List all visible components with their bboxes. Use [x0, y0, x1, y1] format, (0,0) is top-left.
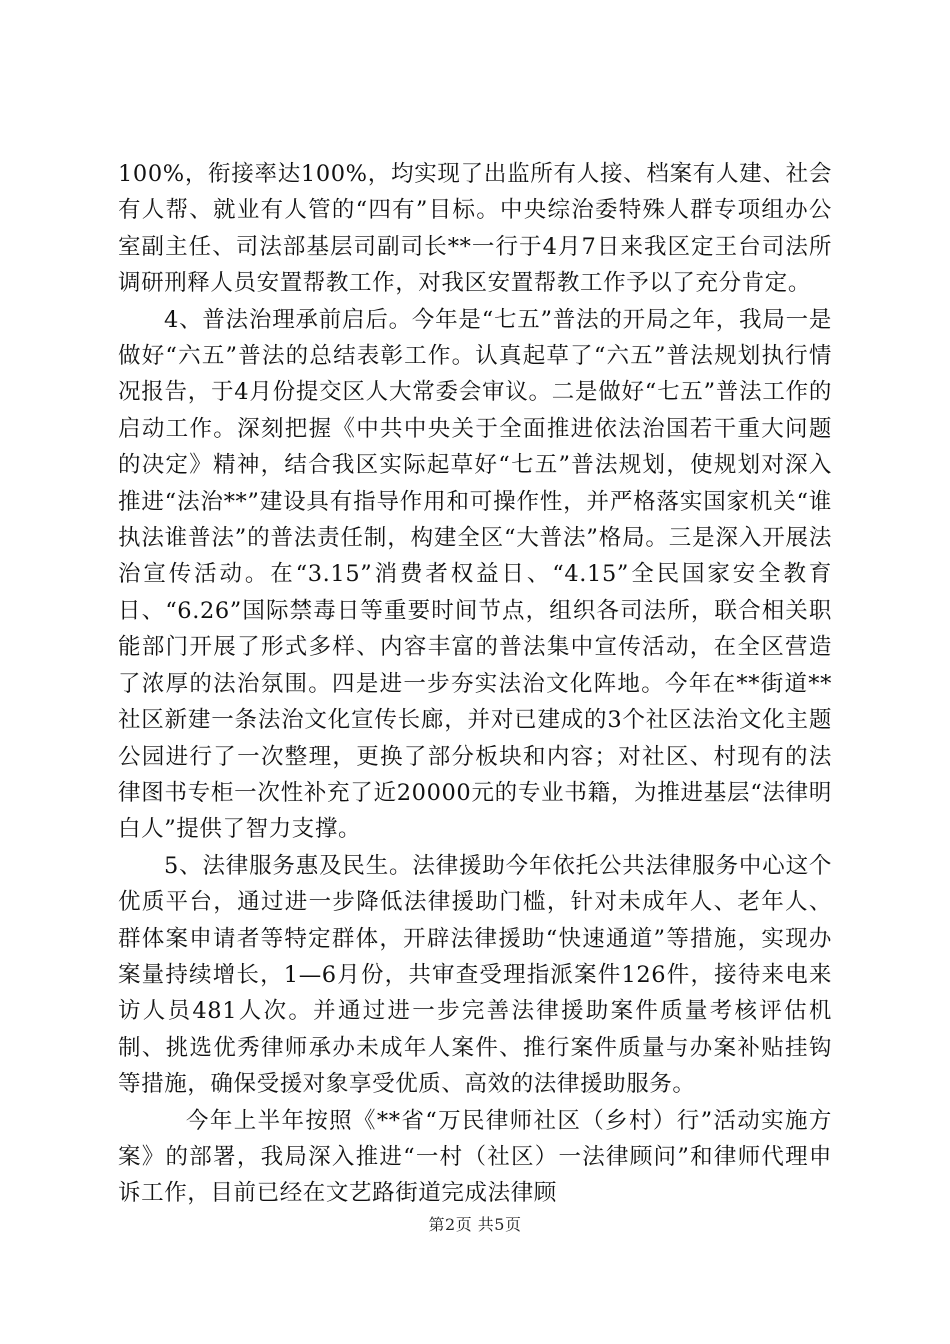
paragraph-legal-services: 5、法律服务惠及民生。法律援助今年依托公共法律服务中心这个优质平台，通过进一步降低法律援助门槛，针对未成年人、老年人、群体案申请者等特定群体，开辟法律援助“快速通道”等措施，实现办案量持续增长，1—6月份，共审查受理指派案件126件，接待来电来访人员481人次。并通过进一步完善法律援助案件质量考核评估机制、挑选优秀律师承办未成年人案件、推行案件质量与办案补贴挂钩等措施，确保受援对象享受优质、高效的法律援助服务。	[118, 852, 832, 1098]
paragraph-legal-publicity: 4、普法治理承前启后。今年是“七五”普法的开局之年，我局一是做好“六五”普法的总结表彰工作。认真起草了“六五”普法规划执行情况报告，于4月份提交区人大常委会审议。二是做好“七五”普法工作的启动工作。深刻把握《中共中央关于全面推进依法治国若干重大问题的决定》精神，结合我区实际起草好“七五”普法规划，使规划对深入推进“法治**”建设具有指导作用和可操作性，并严格落实国家机关“谁执法谁普法”的普法责任制，构建全区“大普法”格局。三是深入开展法治宣传活动。在“3.15”消费者权益日、“4.15”全民国家安全教育日、“6.26”国际禁毒日等重要时间节点，组织各司法所，联合相关职能部门开展了形式多样、内容丰富的普法集中宣传活动，在全区营造了浓厚的法治氛围。四是进一步夯实法治文化阵地。今年在**街道**社区新建一条法治文化宣传长廊，并对已建成的3个社区法治文化主题公园进行了一次整理，更换了部分板块和内容；对社区、村现有的法律图书专柜一次性补充了近20000元的专业书籍，为推进基层“法律明白人”提供了智力支撑。	[118, 306, 832, 843]
page-footer: 第2页 共5页	[428, 1215, 522, 1234]
paragraph-continuation: 100%，衔接率达100%，均实现了出监所有人接、档案有人建、社会有人帮、就业有人管的“四有”目标。中央综治委特殊人群专项组办公室副主任、司法部基层司副司长**一行于4月7日来我区定王台司法所调研刑释人员安置帮教工作，对我区安置帮教工作予以了充分肯定。	[118, 161, 832, 297]
document-body	[118, 156, 832, 1212]
paragraph-lawyer-program: 今年上半年按照《**省“万民律师社区（乡村）行”活动实施方案》的部署，我局深入推进“一村（社区）一法律顾问”和律师代理申诉工作，目前已经在文艺路街道完成法律顾	[118, 1107, 832, 1207]
